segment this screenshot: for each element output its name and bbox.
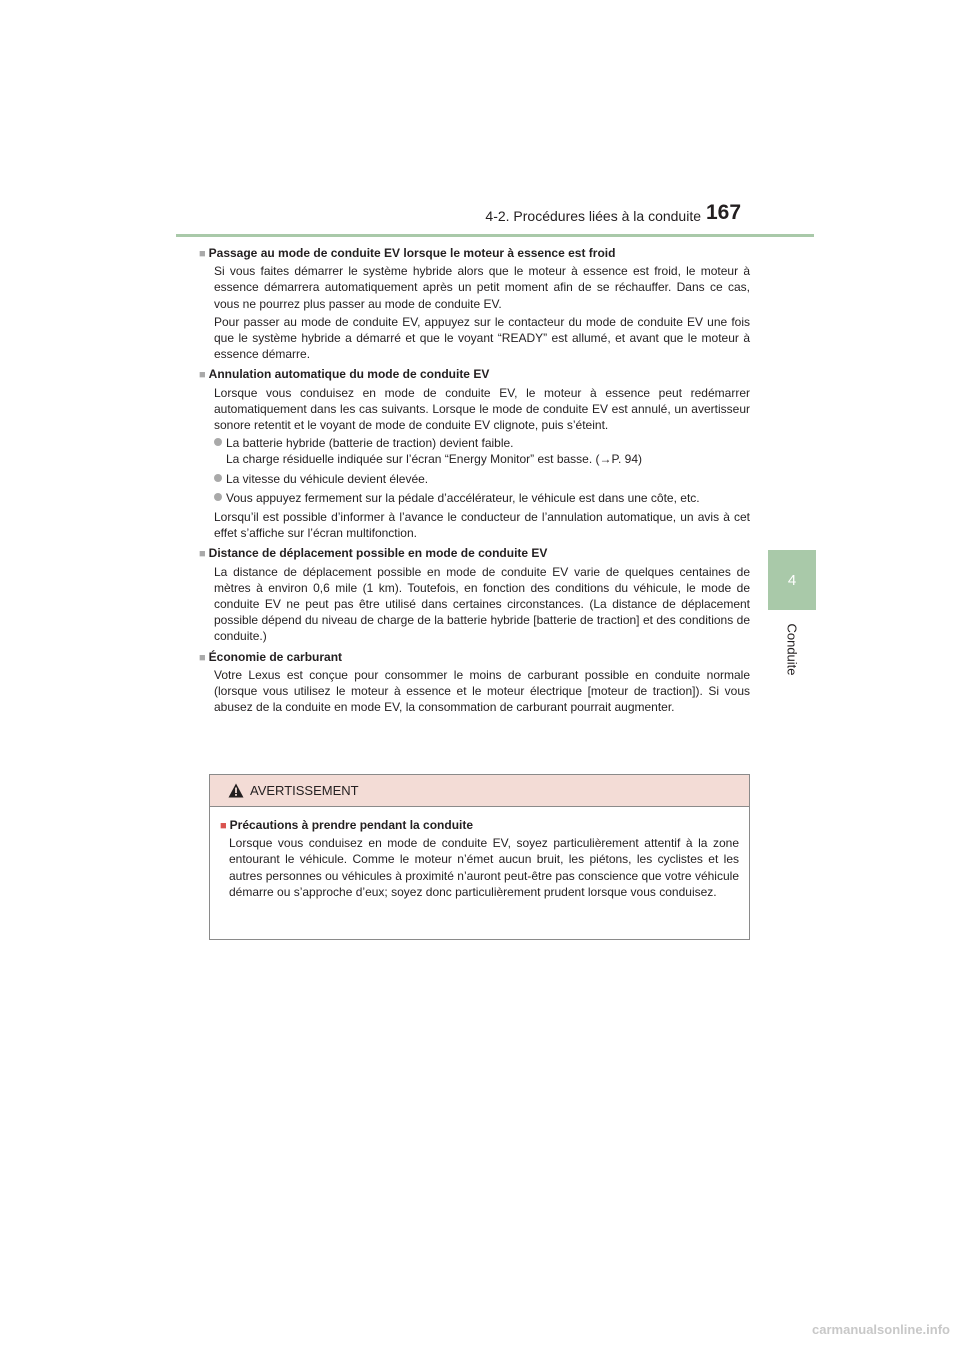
list-item-text: Vous appuyez fermement sur la pédale d’accélérateur, le véhicule est dans une côte, etc. (226, 490, 700, 505)
chapter-label-text: Conduite (784, 622, 800, 676)
section-title-text: Distance de déplacement possible en mode de conduite EV (208, 546, 548, 561)
page-number: 167 (706, 201, 742, 224)
page-header-title: 4-2. Procédures liées à la conduite (485, 208, 701, 224)
paragraph: La distance de déplacement possible en mode de conduite EV varie de quelques centaines de mètres à environ 0,6 mile (1 km). Toutefois, en fonction des conditions du véhicule, le mode de conduite EV ne peut pas être utilisé dans certaines circonstances. (La distance de déplacement possible dépend du niveau de charge de la batterie hybride [batterie de traction] et des conditions de conduite.) (214, 564, 750, 644)
section-ev-auto-cancel (199, 366, 750, 541)
dot-bullet-icon (214, 493, 222, 501)
warning-box (209, 774, 750, 940)
header-divider (176, 234, 814, 237)
warning-triangle-icon (228, 783, 244, 798)
warning-text: Lorsque vous conduisez en mode de conduite EV, soyez particulièrement attentif à la zone entourant le véhicule. Comme le moteur n’émet aucun bruit, les piétons, les cyclistes et les autres personnes ou véhicules à proximité n’auront peut-être pas conscience que votre véhicule démarre ou s’approche d’eux; soyez donc particulièrement prudent lorsque vous conduisez. (229, 836, 739, 899)
chapter-number: 4 (787, 571, 797, 589)
section-title-text: Passage au mode de conduite EV lorsque le moteur à essence est froid (208, 246, 616, 260)
section-title (199, 366, 750, 383)
square-bullet-icon: ■ (199, 548, 206, 561)
dot-bullet-icon (214, 474, 222, 482)
square-bullet-icon: ■ (220, 820, 227, 832)
main-content (199, 245, 750, 719)
dot-bullet-icon (214, 438, 222, 446)
list-item-text: La batterie hybride (batterie de traction) devient faible. (226, 436, 514, 451)
section-title-text: Annulation automatique du mode de conduite EV (208, 367, 490, 382)
warning-header (210, 775, 749, 807)
square-bullet-icon: ■ (199, 248, 206, 260)
chapter-tab (768, 550, 816, 610)
section-ev-cold-engine (199, 245, 750, 362)
section-fuel-economy (199, 649, 750, 716)
section-title-text: Économie de carburant (208, 649, 343, 664)
chapter-label (768, 614, 816, 684)
list-item-subtext: La charge résiduelle indiquée sur l’écran “Energy Monitor” est basse. (→P. 94) (226, 452, 642, 467)
warning-label: AVERTISSEMENT (250, 783, 359, 798)
watermark: carmanualsonline.info (812, 1322, 950, 1337)
paragraph: Lorsque vous conduisez en mode de conduite EV, le moteur à essence peut redémarrer automatiquement dans les cas suivants. Lorsque le mode de conduite EV est annulé, un avertisseur sonore retentit et le voyant de mode de conduite EV clignote, puis s’éteint. (214, 385, 750, 433)
section-title (199, 545, 750, 562)
list-item-text: La vitesse du véhicule devient élevée. (226, 471, 429, 486)
section-ev-distance (199, 545, 750, 644)
paragraph: Votre Lexus est conçue pour consommer le moins de carburant possible en conduite normale (lorsque vous utilisez le moteur à essence et le moteur électrique [moteur de traction]). Si vous abusez de la conduite en mode EV, la consommation de carburant pourrait augmenter. (214, 667, 750, 715)
paragraph: Lorsqu’il est possible d’informer à l’avance le conducteur de l’annulation automatique, un avis à cet effet s’affiche sur l’écran multifonction. (214, 510, 750, 541)
warning-title-text: Précautions à prendre pendant la conduite (229, 818, 474, 832)
warning-title (220, 817, 739, 834)
list-item (214, 490, 750, 506)
paragraph: Si vous faites démarrer le système hybride alors que le moteur à essence est froid, le moteur à essence démarrera automatiquement après un petit moment afin de se réchauffer. Dans ce cas, vous ne pourrez plus passer au mode de conduite EV. (214, 264, 750, 311)
list-item (214, 471, 750, 487)
square-bullet-icon: ■ (199, 651, 206, 664)
paragraph: Pour passer au mode de conduite EV, appuyez sur le contacteur du mode de conduite EV une fois que le système hybride a démarré et que le voyant “READY” est allumé, et avant que le moteur à essence démarre. (214, 314, 750, 362)
section-title (199, 649, 750, 666)
warning-body (210, 807, 749, 900)
list-item (214, 435, 750, 467)
section-title (199, 245, 750, 262)
square-bullet-icon: ■ (199, 369, 206, 382)
